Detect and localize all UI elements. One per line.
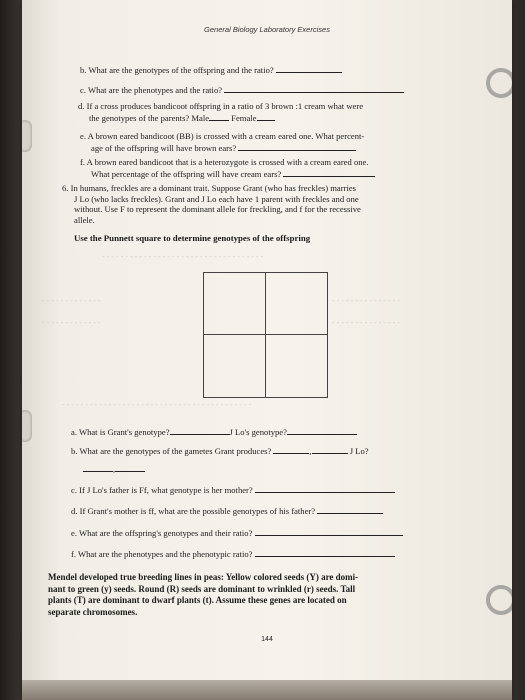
answer-line[interactable] — [276, 64, 342, 73]
answer-line[interactable] — [255, 548, 395, 557]
mendel-paragraph: Mendel developed true breeding lines in peas: Yellow colored seeds (Y) are domi- nant to green (y) seeds. Round (R) seeds are dominant to wrinkled (r) seeds. Tall plants (T) are dominant to dwarf plants (t). Assume these genes are located on separate chromosomes. — [48, 572, 359, 617]
question-5b: b. What are the genotypes of the offspring and the ratio? — [80, 64, 342, 76]
binder-ring-icon — [486, 68, 512, 98]
page-header: General Biology Laboratory Exercises — [204, 25, 330, 34]
page-number: 144 — [261, 636, 273, 643]
answer-line[interactable] — [317, 505, 383, 514]
answer-line[interactable] — [312, 445, 348, 454]
binder-ring-icon — [486, 585, 512, 615]
answer-line[interactable] — [170, 426, 230, 435]
question-6d: d. If Grant's mother is ff, what are the possible genotypes of his father? — [71, 505, 383, 517]
question-6f: f. What are the phenotypes and the phenotypic ratio? — [71, 548, 395, 560]
punnett-divider-horizontal — [204, 334, 327, 335]
question-6b: b. What are the genotypes of the gametes Grant produces? , J Lo? , — [71, 446, 369, 474]
question-6a: a. What is Grant's genotype? J Lo's genotype? — [71, 426, 357, 438]
answer-line[interactable] — [238, 142, 356, 151]
page-edge-shadow — [22, 680, 512, 700]
question-5d: d. If a cross produces bandicoot offspring in a ratio of 3 brown :1 cream what were the genotypes of the parents? Male Female — [78, 101, 364, 123]
question-6-prompt: 6. In humans, freckles are a dominant trait. Suppose Grant (who has freckles) marries J Lo (who lacks freckles). Grant and J Lo each have 1 parent with freckles and one without. Use F to represent the dominant allele for freckling, and f for the recessive allele. — [62, 183, 361, 225]
answer-line[interactable] — [283, 168, 375, 177]
worksheet-page — [22, 0, 512, 700]
bleed-through-text: - - - - - - - - - - - - - — [42, 296, 101, 305]
bleed-through-text: - - - - - - - - - - - - - - - - - - - - - - - - - - - - - - - - - - - - - - - - - — [62, 400, 252, 409]
binder-tab — [22, 120, 32, 152]
answer-line[interactable] — [287, 426, 357, 435]
answer-line[interactable] — [255, 484, 395, 493]
binder-tab — [22, 410, 32, 442]
answer-line[interactable] — [83, 463, 113, 472]
bleed-through-text: - - - - - - - - - - - - - - - — [332, 318, 400, 327]
bleed-through-text: - - - - - - - - - - - - - - - - - - - - - - - - - - - - - - - - - - - — [102, 252, 264, 261]
answer-line[interactable] — [257, 112, 275, 121]
question-6c: c. If J Lo's father is Ff, what genotype is her mother? — [71, 484, 395, 496]
answer-line[interactable] — [255, 527, 403, 536]
punnett-divider-vertical — [265, 273, 266, 397]
question-5e: e. A brown eared bandicoot (BB) is crossed with a cream eared one. What percent- age of the offspring will have brown ears? — [80, 131, 365, 153]
answer-line[interactable] — [209, 112, 229, 121]
question-5f: f. A brown eared bandicoot that is a heterozygote is crossed with a cream eared one. What percentage of the offspring will have cream ears? — [80, 157, 375, 179]
answer-line[interactable] — [224, 84, 404, 93]
answer-line[interactable] — [273, 445, 309, 454]
bleed-through-text: - - - - - - - - - - - - - - - — [332, 296, 400, 305]
question-6e: e. What are the offspring's genotypes and their ratio? — [71, 527, 403, 539]
answer-line[interactable] — [115, 463, 145, 472]
question-5c: c. What are the phenotypes and the ratio? — [80, 84, 404, 96]
punnett-instruction: Use the Punnett square to determine genotypes of the offspring — [74, 233, 311, 243]
punnett-square[interactable] — [203, 272, 328, 398]
bleed-through-text: - - - - - - - - - - - - - — [42, 318, 101, 327]
